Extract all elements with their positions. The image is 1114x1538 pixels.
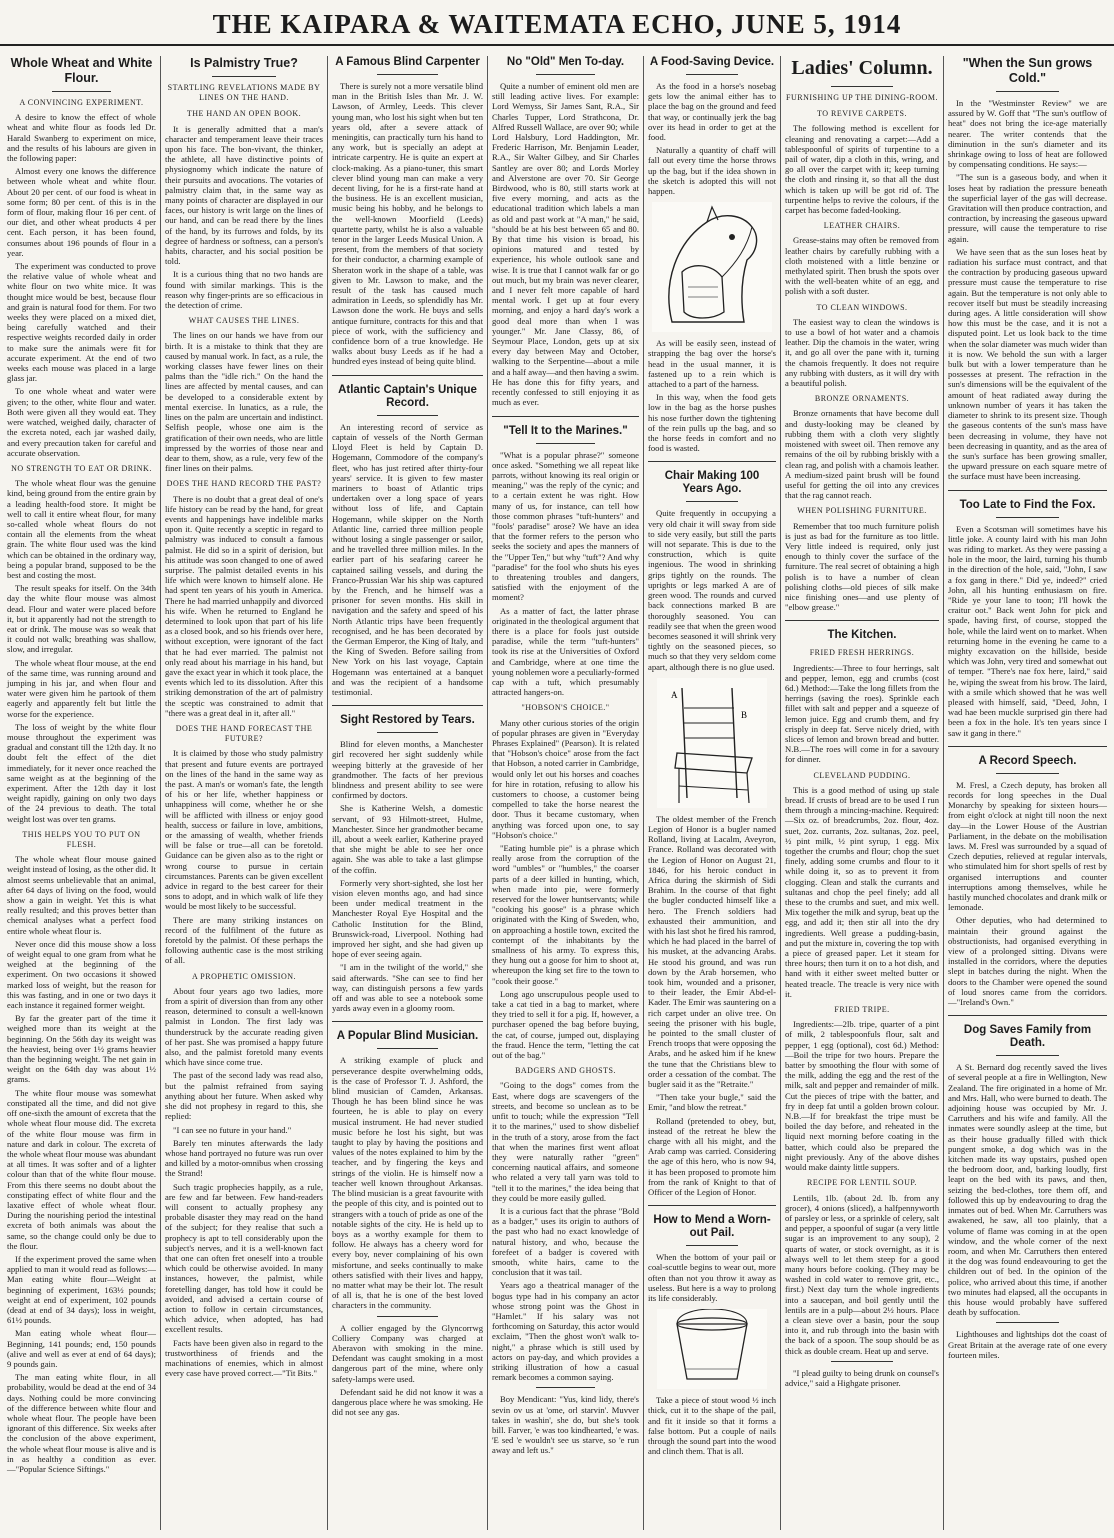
paragraph: By far the greater part of the time it weighed more than its weight at the beginning. On the 56th day its weight was the heaviest, being over 1½ grams heavier than the beginning weight. The net gain in weight on the 64th day was about 1½ grams.: [7, 1013, 156, 1085]
separator: [377, 1316, 437, 1317]
subheading: "HOBSON'S CHOICE.": [521, 703, 610, 713]
separator: [996, 517, 1060, 518]
subheading: A CONVINCING EXPERIMENT.: [19, 98, 144, 107]
paragraph: Many other curious stories of the origin of popular phrases are given in "Everyday Phrases Explained" (Pearson). It is related that "Hobson's choice" arose from the fact that Hobson, a noted carrier in Cambridge, would only let out his horses and coaches for hire in rotation, refusing to allow his customers to choose, a customer being compelled to take the horse nearest the door. Thus it became customary, when anything was forced upon one, to say "Hobson's choice.": [492, 717, 640, 840]
divider: [948, 746, 1107, 747]
paragraph: As the food in a horse's nosebag gets low the animal either has to place the bag on the ground and feed that way, or continually jerk the bag over its head in order to get at the food.: [648, 81, 776, 143]
article-title: "When the Sun grows Cold.": [962, 56, 1093, 85]
column-rule: [487, 56, 488, 1530]
paragraph: "Going to the dogs" comes from the East, where dogs are scavengers of the streets, and become so unclean as to be unfit to touch; while the expression "Tell it to the marines," used to show disbelief in the truth of a story, arose from the fact that when the marines first went afloat they were naturally rather "green" concerning nautical affairs, and someone who related a very tall yarn was told to "tell it to the marines," the idea being that they could be more easily gulled.: [492, 1080, 639, 1203]
paragraph: Never once did this mouse show a loss of weight equal to one gram from what he weighed at the beginning of the experiment. On two occasions it showed marked loss of weight, but the reason for this was fasting, and in one or two days it each instance it regained former weight.: [7, 938, 156, 1011]
paragraph: In this way, when the food gets low in the bag as the horse pushes his nose further down the tightening of the rein pulls up the bag, and so the horse feeds in comfort and no food is wasted.: [648, 392, 776, 454]
divider: [332, 375, 483, 376]
article-title: Chair Making 100 Years Ago.: [664, 470, 760, 496]
article-title: A Record Speech.: [978, 754, 1077, 767]
paragraph: A St. Bernard dog recently saved the lives of several people at a fire in Wellington, New Zealand. The fire originated in a home of Mr. and Mrs. Hall, who were burned to death. The adjoining house was occupied by Mr. J. Carruthers and his wife and family. All the inmates were soundly asleep at the time, but as their house gradually filled with thick pungent smoke, a dog which was in the kitchen made its way upstairs, pushed open the bedroom door, and, barking loudly, first leapt on the bed with its paws, and then, seizing the bed-clothes, tore them off, and followed this up by endeavouring to drag the inmates out of bed. When Mr. Carruthers was awakened, he saw, all too plainly, that a volume of flame was coming in at the open window, and the whole corner of the next room, and when Mr. Carruthers then entered it the dog was found endeavouring to get the children out of bed. In the opinion of the police, who arrived about this time, if another two minutes had elapsed, all the occupants in this house would probably have suffered death by suffocation.: [948, 1062, 1107, 1318]
paragraph: Boy Mendicant: "Yus, kind lidy, there's sevin ov us at 'ome, orl starvin'. Muvver takes in washin', she do, but she's took bill. Farver, 'e was too kindhearted, 'e was. 'E sed 'e wouldn't see us starve, so 'e run away and left us.": [492, 1394, 639, 1456]
paragraph: It is claimed by those who study palmistry that present and future events are portrayed on the lines of the hand in the same way as the past. A man's or woman's fate, the length of his or her life, whether happiness or unhappiness will come, whether he or she will be afflicted with illness or enjoy good health, success or failure in love, ambitions, or the amassing of wealth, whether friends will be false or true—all can be foretold. Guidance can be given also as to the right or wrong course to pursue in certain circumstances. Parents can be given excellent advice in regard to the best career for their sons to adopt, and in which walk of life they would be most likely to be successful.: [165, 748, 323, 912]
paragraph: Naturally a quantity of chaff will fall out every time the horse throws up the bag, but if the idea shown in the sketch is adopted this will not happen.: [648, 145, 776, 197]
paragraph: "Then take your bugle," said the Emir, "and blow the retreat.": [648, 1092, 776, 1113]
divider: [648, 461, 776, 462]
article-title: Atlantic Captain's Unique Record.: [338, 383, 477, 409]
subheading: FRIED TRIPE.: [834, 1005, 890, 1015]
divider: [648, 1205, 776, 1206]
paragraph: Defendant said he did not know it was a dangerous place where he was smoking. He did not see any gas.: [332, 1386, 483, 1418]
paragraph: The oldest member of the French Legion of Honor is a bugler named Rolland, living at Lacalm, Aveyron, France. Rolland was decorated with the Legion of Honor on August 21, 1846, for his heroic conduct in Africa during the skirmish of Sidi Brahim. In the course of that fight the bugler conducted himself like a hero. The French soldiers had exhausted their ammunition, and with his last shot he fired his ramrod, which he had placed in the barrel of his musket, at the advancing Arabs. He stood his ground, and was run down by the Arab horsemen, who took him, wounded and a prisoner, to their leader, the Emir Abd-el-Kader. The Emir was sauntering on a rich carpet under an olive tree. On seeing the prisoner with his bugle, he pointed to the small cluster of French troops that were opposing the Arabs, and he asked him if he knew the tune that the Christians blew to order a cessation of the combat. The bugler said it as the "Retraite.": [648, 813, 776, 1089]
subheading: BRONZE ORNAMENTS.: [814, 394, 910, 404]
paragraph: There is surely not a more versatile blind man in the British Isles than Mr. J. W. Lawson, of Armley, Leeds. This clever young man, who lost his sight when but ten years old, after a severe attack of meningitis, can practically turn his hand to any work, but is specially an adept at intricate carpentry. He is quite an expert at clock-making. As a piano-tuner, this smart clever blind young man can make a very decent living, for he is a first-rate hand at the business. He is an excellent musician, music being his hobby, and he belongs to the well-known Moorfield (Leeds) quartette party, whilst he is also a valuable tenor in the larger Leeds Musical Union. A present, from the members of that society for their conductor, a charming example of Sheraton work in the shape of a table, was given to Mr. Lawson to make, and the result of the task has caused much admiration in Leeds, so splendidly has Mr. Lawson done the work. He buys and sells antique furniture, contracts for this and that piece of work, with the sufficiency and confidence born of a true knowledge. He walks about busy Leeds as if he had a hundred eyes instead of being quite blind.: [332, 81, 483, 367]
masthead: THE KAIPARA & WAITEMATA ECHO, JUNE 5, 1914: [0, 4, 1114, 46]
subheading: FRIED FRESH HERRINGS.: [809, 648, 915, 658]
column-rule: [160, 56, 161, 1530]
column-5: [645, 56, 779, 1530]
paragraph: Long ago unscrupulous people used to take a cat tied in a bag to market, where they tried to sell it for a pig. If, however, a purchaser opened the bag before buying, the cat, of course, jumped out, displaying the fraud. Hence the term, "letting the cat out of the bag.": [492, 988, 639, 1061]
paragraph: A desire to know the effect of whole wheat and white flour as foods led Dr. Harald Swanberg to experiment on mice, and the results of his labours are given in the following paper:: [7, 112, 156, 164]
paragraph: "The sun is a gaseous body, and when it loses heat by radiation the pressure beneath the superficial layer of the gas will decrease. Gravitation will then produce contraction, and contraction, by increasing the gaseous upward pressure, will cause the temperature to rise again.: [948, 172, 1107, 244]
divider: [948, 490, 1107, 491]
subheading: WHEN POLISHING FURNITURE.: [797, 506, 927, 516]
separator: [686, 1245, 737, 1246]
paragraph: The whole wheat flour mouse, at the end of the same time, was running around and jumping in his jar, and when flour and water were given him he partook of them eagerly and apparently felt but little the worse for the experience.: [7, 657, 156, 719]
separator: [536, 443, 595, 444]
paragraph: "What is a popular phrase?" someone once asked. "Something we all repeat like parrots, without knowing its real origin or meaning," was the reply of the cynic; and to a certain extent he was right. How many of us, for instance, can tell how those common phrases "tuft-hunters" and "fools' paradise" arose? We have an idea that the former refers to the person who seeks the society and apes the manners of the "Upper Ten," but why "tuft"? And why "paradise" for the fool who shuts his eyes to threatening troubles and dangers, satisfied with the enjoyment of the moment?: [492, 449, 639, 603]
paragraph: A striking example of pluck and perseverance despite overwhelming odds, is the case of Professor T. J. Ashford, the blind musician of Camden, Arkansas. Though he has been blind since he was fourteen, he is able to play on every musical instrument. He had never studied music before he lost his sight, but was taught to play by having the positions and values of the notes explained to him by the teacher, and by fingering the keys and strings of the violin. He is himself now a teacher well known throughout Arkansas. The blind musician is a great favourite with the people of this city, and is pointed out to strangers with a touch of pride as one of the notable sights of the city. He is held up to boys as a worthy example for them to follow. He always has a cheery word for every boy, never complaining of his own misfortune, and seeks continually to make others satisfied with their lives and happy, no matter what may be their lot. The result of all is, that he is one of the best loved characters in the community.: [332, 1055, 483, 1311]
paragraph: In the "Westminster Review" we are assured by W. Goff that "The sun's outflow of heat" does not bring the ice-age materially nearer. The writer contends that the diminution in the sun's diameter and its shrinkage owing to loss of heat are followed by compensating conditions. He says:—: [948, 98, 1107, 170]
paragraph: The whole wheat flour was the genuine kind, being ground from the entire grain by a leading health-food store. It might be well to call it entire wheat flour, for many so-called whole wheat flours do not contain all the elements from the wheat grain. The white flour used was the kind which can be obtained in the ordinary way, being a popular brand, supposed to be the best and costing the most.: [7, 478, 156, 580]
paragraph: The result speaks for itself. On the 34th day the white flour mouse was almost dead. Flour and water were placed before it, but it apparently had not the strength to eat or drink. The mouse was so weak that it could not walk; breathing was shallow, slow, and irregular.: [7, 583, 156, 655]
separator: [377, 415, 437, 416]
chair-illustration: [657, 678, 767, 808]
subheading: WHAT CAUSES THE LINES.: [188, 316, 300, 326]
subheading: RECIPE FOR LENTIL SOUP.: [807, 1178, 917, 1188]
column-4: [489, 56, 642, 1530]
paragraph: The white flour mouse was somewhat constipated all the time, and did not give off one-sixth the amount of excreta that the whole wheat flour mouse did. The excreta of the white flour mouse was firm in nature and dark in colour. The excreta of the whole wheat flour mouse was abundant at all times. It was softer and of a lighter colour than that of the white flour mouse. From this there seems no doubt about the constipating effect of white flour and the laxative effect of whole wheat flour. During the nourishing period the intestinal excreta of both animals was about the same, so the change could only be due to the flour.: [7, 1087, 156, 1251]
svg-text:B: B: [741, 709, 748, 720]
paragraph: Quite frequently in occupying a very old chair it will sway from side to side very easily, but still the parts will not separate. This is due to the construction, which is quite ingenious. The wood in shrinking grips tightly on the rounds. The uprights or legs marked A are of green wood. The rounds and curved back connections marked B are thoroughly seasoned. You can readily see that when the green wood becomes seasoned it will shrink very tightly on the seasoned pieces, so much so that they very seldom come apart, although there is no glue used.: [648, 508, 776, 672]
column-3: [329, 56, 486, 1530]
column-rule: [780, 56, 781, 1530]
paragraph: Blind for eleven months, a Manchester girl recovered her sight suddenly while weeping bitterly at the graveside of her grandmother. The facts of her previous blindness and present ability to see were confirmed by doctors.: [332, 739, 483, 801]
article-title: Dog Saves Family from Death.: [963, 1024, 1092, 1050]
paragraph: It is a curious thing that no two hands are found with similar markings. This is the reason why finger-prints are so efficacious in the detection of crime.: [165, 269, 323, 311]
paragraph: This is a good method of using up stale bread. If crusts of bread are to be used I run them through a mincing-machine. Required:—Six oz. of breadcrumbs, 2oz. flour, 4oz. suet, 2oz. currants, 2oz. sultanas, 2oz. peel, ½ pint milk, ½ pint syrup, 1 egg. Mix together the crumbs and flour; chop the suet finely, adding some crumbs and flour to it while doing it, so as to prevent it from clogging. Clean and stalk the currants and sultanas and chop the peel finely; add all these to the crumbs and suet, and mix well. Mix together the milk and syrup, beat up the egg, and add it; then stir all into the dry ingredients. Well grease a pudding-basin, and put the mixture in, covering the top with a piece of greased paper. Let it steam for three hours; then turn it on to a hot dish, and hand with it either sweet melted butter or heated treacle. The treacle is very nice with it.: [785, 784, 939, 999]
paragraph: Quite a number of eminent old men are still leading active lives. For example: Lord Wemyss, Sir James Sant, R.A., Sir Charles Tupper, Lord Strathcona, Dr. Alfred Russell Wallace, are over 90; while Lord Halsbury, Lord Haddington, Mr. Frederic Harrison, Mr. Benjamin Leader, R.A., Sir Walter Gilbey, and Sir Charles Santley are over 80; and Lords Morley and Alverstone are over 70. Sir George Birdwood, who is 80, still starts work at five every morning, and acts as the educational tradition which labels a man as old and past work at "A man," he said, "should be at his best between 65 and 80. By that time his vision is broad, his opinions matured and tested by experience, his whole outlook sane and wise. It is true that I cannot walk far or go out much, but my brain was never clearer, and I never felt more capable of hard mental work. I get up at four every morning, and enjoy a hard day's work a good deal more than when I was younger." Mr. Jane Classy, 86, of Seymour Place, London, gets up at six every day between May and October, walking to the Serpentine—about a mile and a half away—and then having a swim. He has done this for fifty years, and recently confessed to still enjoying it as much as ever.: [492, 81, 639, 408]
paragraph: The lines on our hands we have from our birth. It is a mistake to think that they are caused by manual work. In fact, as a rule, the working classes have fewer lines on their palms than the "idle rich." On the hand the lines are affected by mental causes, and can be developed to a considerable extent by mental exercise. In lunatics, as a rule, the lines on the palm are uncertain and indistinct. Selfish people, whose one aim is the gratification of their own needs, who are little impressed by the worries of those near and dear to them, show, as a rule, very few of the finer lines on their palms.: [165, 330, 323, 474]
paragraph: Other deputies, who had determined to maintain their ground against the obstructionists, had organised everything in view of a prolonged sitting. Divans were installed in the corridors, where the deputies slept in batches during the night. When the doors to the Chamber were opened the sound of loud snores came from the corridors.—"Ireland's Own.": [948, 915, 1107, 1008]
article-title: No "Old" Men To-day.: [506, 56, 625, 68]
paragraph: Bronze ornaments that have become dull and dusty-looking may be cleaned by rubbing them with a cloth very slightly moistened with sweet oil. Then remove any remains of the oil by rubbing briskly with a clean rag, and polish with a chamois leather. A medium-sized paint brush will be found useful for getting the oil into any crevices that the rag cannot reach.: [785, 408, 939, 501]
paragraph: Ingredients:—Three to four herrings, salt and pepper, lemon, egg and crumbs (cost 6d.) Method:—Take the long fillets from the herrings (saving the roes). Sprinkle each fillet with salt and pepper and a squeeze of lemon juice. Egg and crumb them, and fry crisply in deep fat. Serve nicely dried, with slices of lemon and brown bread and butter. N.B.—The roes will come in for a savoury for dinner.: [785, 662, 939, 765]
separator: [686, 501, 737, 502]
paragraph: Years ago a theatrical manager of the bogus type had in his company an actor whose strong point was the Ghost in "Hamlet." If his salary was not forthcoming on Saturday, this actor would exclaim, "Then the ghost won't walk to-night," a phrase which is still used by actors on pay-day, and which provides a striking illustration of how a casual remark becomes a common saying.: [492, 1280, 639, 1383]
column-1: [4, 56, 159, 1530]
column-rule: [643, 56, 644, 1530]
paragraph: Such tragic prophecies happily, as a rule, are few and far between. Few hand-readers will consent to actually prophesy any probable disaster they may read on the hand of the subject; for they realise that such a prophecy is apt to tell considerably upon the subject's nerves, and it is a well-known fact that one can often fret oneself into a trouble which could be otherwise avoided. In many instances, however, the palmist, while foretelling danger, has told how it could be avoided, and advised a certain course of action to follow in certain circumstances, which advice, when adopted, has had excellent results.: [165, 1181, 323, 1335]
pail-illustration: [657, 1309, 767, 1389]
subheading: A PROPHETIC OMISSION.: [191, 971, 297, 981]
paragraph: Remember that too much furniture polish is just as bad for the furniture as too little. Very little indeed is required, only just enough to thinly cover the surface of the furniture. The real secret of obtaining a high polish is to have a number of clean polishing cloths—old pieces of silk make nice finishing ones—and use plenty of "elbow grease.": [785, 520, 939, 613]
divider: [332, 1021, 483, 1022]
paragraph: Ingredients:—2lb. tripe, quarter of a pint of milk, 2 tablespoonfuls flour, salt and pepper, 1 egg (optional), cost 6d.) Method:—Boil the tripe for two hours. Prepare the batter by smoothing the flour with some of the milk, adding the egg and the rest of the milk, salt and pepper and remainder of milk. Cut the pieces of tripe with the batter, and fry in deep fat until a golden brown colour. N.B.—If for breakfast the tripe must be boiled the day before, and reheated in the liquid next morning before coating in the batter, which could also be prepared the night previously. Any of the above dishes would make dainty little suppers.: [785, 1019, 939, 1173]
separator: [536, 1387, 595, 1388]
paragraph: It is a curious fact that the phrase "Bold as a badger," uses its origin to authors of the past who had no exact knowledge of natural history, and who, because the forefeet of a badger is covered with smooth, white hairs, came to the conclusion that it was tail.: [492, 1205, 639, 1278]
article-title: "Tell It to the Marines.": [503, 424, 628, 437]
subheading: FURNISHING UP THE DINING-ROOM.: [786, 93, 938, 102]
separator: [831, 1361, 893, 1362]
separator: [377, 74, 437, 75]
subheading: NO STRENGTH TO EAT OR DRINK.: [11, 463, 152, 473]
paragraph: She is Katherine Welsh, a domestic servant, of 93 Hilmott-street, Hulme, Manchester. Since her grandmother became ill, about a week earlier, Katherine prayed that she might be able to see her once again. She was able to take a last glimpse of the coffin.: [332, 803, 483, 875]
paragraph: Grease-stains may often be removed from leather chairs by carefully rubbing with a cloth moistened with a little benzine or methylated spirit. Then brush the spots over with the well-beaten white of an egg, and polish with a soft duster.: [785, 235, 939, 297]
separator: [996, 91, 1060, 92]
paragraph: "I can see no future in your hand.": [173, 1124, 292, 1135]
divider: [948, 1015, 1107, 1016]
paragraph: Rolland (pretended to obey, but, instead of the retreat he blew the charge with all his might, and the Arab camp was carried. Considering the age of this hero, who is now 94, it has been proposed to promote him from the rank of Knight to that of Officer of the Legion of Honor.: [648, 1115, 776, 1198]
separator: [686, 74, 737, 75]
paragraph: The easiest way to clean the windows is to use a bowl of hot water and a chamois leather. Dip the chamois in the water, wring it, and go all over the pane with it, turning the chamois frequently. It does not require any rubbing with dusters, as it will dry with a beautiful polish.: [785, 316, 939, 389]
divider: [332, 705, 483, 706]
paragraph: If the experiment proved the same when applied to man it would read as follows:—Man eating white flour—Weight at beginning of experiment, 163½ pounds; weight at end of experiment, 102 pounds (dead at end of 34 days); loss in weight, 61½ pounds.: [7, 1253, 156, 1326]
paragraph: M. Fresl, a Czech deputy, has broken all records for long speeches in the Dual Monarchy by speaking for sixteen hours—from eight o'clock at night till noon the next day—in the Lower House of the Austrian Parliament, in the debate on the mobilisation laws. M. Fresl was surrounded by a squad of Czech deputies, relieved at regular intervals, who stimulated him for short spells of rest by organised interruptions and counter interruptions among themselves, while he hastily munched chocolates and drank milk or lemonade.: [948, 779, 1107, 913]
paragraph: The man eating white flour, in all probability, would be dead at the end of 34 days. Nothing could be more convincing of the difference between white flour and whole wheat flour. The people have been ignorant of this difference. Six weeks after the conclusion of the above experiment, the whole wheat flour mouse is alive and is in as healthy a condition as ever.—"Popular Science Siftings.": [7, 1372, 156, 1474]
paragraph: "I am in the twilight of the world," she said afterwards. "She can see to find her way, can distinguish persons a few yards off and was able to see a notebook some yards away even in a gloomy room.: [332, 962, 483, 1014]
horse-nosebag-illustration: [652, 202, 772, 332]
article-title: How to Mend a Worn-out Pail.: [653, 1214, 771, 1240]
article-title: Is Palmistry True?: [190, 56, 298, 70]
separator: [536, 74, 595, 75]
article-title: A Food-Saving Device.: [649, 56, 775, 68]
subheading: DOES THE HAND RECORD THE PAST?: [166, 479, 322, 489]
separator: [996, 773, 1060, 774]
separator: [831, 86, 893, 87]
separator: [52, 91, 112, 92]
subheading: THE HAND AN OPEN BOOK.: [186, 109, 302, 119]
paragraph: Take a piece of stout wood ½ inch thick, cut it to the shape of the pail, and fit it inside so that it forms a false bottom. Put a couple of nails through the sound part into the wood and clinch them. That is all.: [648, 1395, 776, 1457]
paragraph: Lentils, 1lb. (about 2d. lb. from any grocer), 4 onions (sliced), a halfpennyworth of parsley or less, or a sprinkle of celery, salt and pepper, a spoonful of sugar (a very little sugar is an improvement to any soup), 2 quarts of water, or stock overnight, as it is always well to let them steep for a good many hours before cooking. (They may be washed in cold water to remove grit, etc., first.) Next day turn the whole ingredients into a saucepan, and boil gently until the lentils are in a pulp—about 2½ hours. Place a clean sieve over a basin, pour the soup into it, and rub through into the basin with the back of a spoon. The soup should be as thick as double cream. Heat up and serve.: [785, 1192, 939, 1356]
separator: [996, 1055, 1060, 1056]
article-title: Sight Restored by Tears.: [340, 714, 475, 727]
paragraph: Barely ten minutes afterwards the lady whose hand portrayed no future was run over and killed by a motor-omnibus when crossing the Strand!: [165, 1137, 323, 1179]
paragraph: There is no doubt that a great deal of one's life history can be read by the hand, for great events and happenings have indelible marks upon it. Quite recently a sceptic in regard to palmistry was induced to consult a famous palmist. He did so in a spirit of derision, but his attitude was soon changed to one of awed surprise. The palmist detailed events in his life which were known to himself alone. He had spent ten years of his youth in America. There he had married unhappily and divorced his wife. When he returned to England he determined to look upon that part of his life as a closed book, and so his friends over here, without exception, were ignorant of the fact that he had ever married. The palmist not only read about his marriage in his hand, but gave the exact year in which it took place, the events which led to its dissolution. After this striking demonstration of the art of palmistry the sceptic was constrained to admit that "there was a great deal in it, after all.": [165, 493, 323, 718]
paragraph: We have seen that as the sun loses heat by radiation his surface must contract, and that the contraction by producing gaseous upward pressure must cause the temperature to rise again. But the temperature is not only able to recover itself but must be steadily increasing during ages. A little consideration will show how this must be the case, and it is not a disputed point. Let us look back to the time when the solar diameter was much wider than it is now. We behold the sun with a larger bulk but with a lower temperature than he possesses at present. The refraction in the sun's dimensions will be the equivalent of the amount of heat radiated away during the unknown number of years it has taken the diameter to shrink to its present size. Though the gaseous contents of the sun's mass have been decreasing in volume, they have not been decreasing in quantity, and as the area of the sun's surface has been growing smaller, the upward pressure on each square metre of the surface must have been increasing.: [948, 246, 1107, 482]
separator: [212, 76, 275, 77]
paragraph: As a matter of fact, the latter phrase originated in the theological argument that there is a place for fools just outside paradise, while the term "tuft-hunters" took its rise at the Universities of Oxford and Cambridge, where at one time the young noblemen wore a peculiarly-formed cap with a tuft, which presumably attracted hangers-on.: [492, 605, 639, 698]
article-title: Too Late to Find the Fox.: [959, 498, 1096, 511]
paragraph: As will be easily seen, instead of strapping the bag over the horse's head in the usual manner, it is fastened up to a rein which is attached to a part of the harness.: [648, 338, 776, 390]
column-7: [945, 56, 1110, 1530]
paragraph: About four years ago two ladies, more from a spirit of diversion than from any other reason, determined to consult a well-known palmist in London. The first lady was thunderstruck by the accurate reading given of her past. She was promised a happy future also, and the palmist foretold many events which have since come true.: [165, 985, 323, 1068]
divider: [492, 416, 639, 417]
article-title: A Famous Blind Carpenter: [335, 56, 480, 68]
paragraph: Formerly very short-sighted, she lost her vision eleven months ago, and had since been under medical treatment in the Manchester Royal Eye Hospital and the Catholic Institution for the Blind, Brunswick-road, Liverpool. Nothing had improved her sight, and she had given up hope of ever seeing again.: [332, 877, 483, 960]
column-rule: [327, 56, 328, 1530]
column-rule: [943, 56, 944, 1530]
article-title: A Popular Blind Musician.: [336, 1030, 479, 1043]
paragraph: It is generally admitted that a man's character and temperament leave their traces upon his face. The bon-vivant, the thinker, the athlete, all have distinctive points of physiognomy which indicate the nature of their pursuits and avocations. The votaries of palmistry claim that, in the same way as many points of character are displayed in our faces, our history is writ large on the lines of our hand, and can be read there by the lines of the hand, by its furrows and folds, by its degree of hardness or softness, can a person's habits, character, and his social position be told.: [165, 123, 323, 267]
paragraph: Lighthouses and lightships dot the coast of Great Britain at the average rate of one every fourteen miles.: [948, 1329, 1107, 1360]
subheading: STARTLING REVELATIONS MADE BY LINES ON THE HAND.: [167, 83, 321, 103]
paragraph: The following method is excellent for cleaning and renovating a carpet:—Add a tablespoonful of spirits of turpentine to a pail of water, dip a cloth in this, wring, and go all over the carpet with it; keep turning the cloth and rinsing it, so that all the dust which is taken up will be got rid of. The turpentine helps to revive the colours, if the carpet has become faded-looking.: [785, 123, 939, 216]
paragraph: An interesting record of service as captain of vessels of the North German Lloyd Fleet is held by Captain D. Hogemann, Commodore of the company's fleet, who has just retired after thirty-four years' service. It is given to few master mariners to boast of Atlantic trips undertaken over a long space of years without loss of life, and Captain Hogemann, while skipper on the North Atlantic line, carried three million people without losing a single passenger or sailor, and he travelled three million miles. In the earlier part of his seafaring career he captained sailing vessels, and during the Franco-Prussian War his ship was captured by the French, and he himself was a prisoner for seven months. His skill in navigation and the safety and speed of his North Atlantic trips have been frequently recognised, and he has been decorated by the German Emperor, the King of Italy, and the King of Sweden. Before sailing from New York on his last voyage, Captain Hogemann was entertained at a banquet and was the recipient of a handsome testimonial.: [332, 421, 483, 697]
divider: [785, 620, 939, 621]
paragraph: A collier engaged by the Glyncorrwg Colliery Company was charged at Aberavon with smoking in the mine. Defendant was caught smoking in a most dangerous part of the mine, where only safety-lamps were used.: [332, 1322, 483, 1384]
paragraph: There are many striking instances on record of the fulfilment of the future as foretold by the palmist. Of these perhaps the following authentic case is the most striking of all.: [165, 914, 323, 966]
subheading: CLEVELAND PUDDING.: [813, 770, 911, 780]
paragraph: The whole wheat flour mouse gained weight instead of losing, as the other did. It almost seems unbelievable that an animal, after 64 days of living on the food, would show a gain in weight. Yet this is what really resulted; and this proves better than chemical analyses what a perfect food entire whole wheat flour is.: [7, 854, 156, 936]
paragraph: Even a Scotsman will sometimes have his little joke. A county laird with his man John was riding to market. As they were passing a hole in the moor, the laird, turning his thumb in the direction of the hole, said, "John, I saw a fox gang in there." Did ye, indeed?" cried John, all his hunting enthusiasm on fire. "Ride ye your lane to toon; I'll howk the craitur oot." Back went John for pick and spade, having first, of course, stopped the hole, while the laird went on to market. When returning home in the evening he came to a mighty excavation on the hillside, beside which was John, very tired and somewhat out of temper. "There's nae fox here, laird," said he, wiping the sweat from his brow. The laird, with a smile which showed that he was well pleased with himself, said, "Deed, John, I wad hae been muckle surprised gin there had been a fox in the hole. It's ten years since I saw it gang in there.": [948, 523, 1107, 738]
paragraph: The past of the second lady was read also, but the palmist refrained from saying anything about her future. When asked why she did not prophesy in regard to this, she replied:: [165, 1070, 323, 1122]
separator: [377, 732, 437, 733]
separator: [996, 1322, 1060, 1323]
subheading: THIS HELPS YOU TO PUT ON FLESH.: [22, 829, 141, 850]
column-6: [782, 56, 942, 1530]
svg-text:A: A: [671, 689, 678, 700]
paragraph: To one whole wheat and water were given; to the other, white flour and water. Both were given all they would eat. They were watched, weighed daily, character of the excreta noted, each jar washed daily, and every precaution taken for careful and accurate observation.: [7, 386, 156, 458]
paragraph: Facts have been given also in regard to the trustworthiness of friends and the machinations of enemies, which in almost every case have proved correct.—"Tit Bits.": [165, 1337, 323, 1379]
subheading: TO CLEAN WINDOWS.: [816, 302, 908, 312]
article-title: The Kitchen.: [827, 629, 897, 642]
column-title: Ladies' Column.: [791, 57, 933, 79]
paragraph: The experiment was conducted to prove the relative value of whole wheat and white flour on two white mice. It was thought mice would be best, because flour and grain is natural food for them. For two weeks they were placed on a mixed diet, being carefully watched and their respective weights recorded daily in order to make sure the animals were fit for accurate experiment. At the end of two weeks each mouse was placed in a large glass jar.: [7, 261, 156, 384]
subheading: TO REVIVE CARPETS.: [817, 109, 907, 119]
paragraph: When the bottom of your pail or coal-scuttle begins to wear out, more often than not you throw it away as useless. But here is a way to prolong its life considerably.: [648, 1252, 776, 1304]
paragraph: The loss of weight by the white flour mouse throughout the experiment was gradual and constant till the 12th day. It no doubt felt the effect of the diet immediately, for it never once reached the same weight as at the beginning of the experiment. After the 12th day it lost weight rapidly, gaining on only two days of the 24 previous to death. The total weight lost was over ten grams.: [7, 721, 156, 824]
paragraph: Almost every one knows the difference between whole wheat and white flour. About 20 per cent. of our food is wheat in some form; 80 per cent. of this is in the form of flour, making flour 16 per cent. of our diet, and other wheat products 4 per cent. Each person, it has been found, consumes about 196 pounds of flour in a year.: [7, 166, 156, 258]
paragraph: "I plead guilty to being drunk on counsel's advice," said a Highgate prisoner.: [785, 1367, 939, 1388]
separator: [377, 1048, 437, 1049]
paragraph: Man eating whole wheat flour—Beginning, 141 pounds; end, 150 pounds (alive and well as ever at end of 64 days); 9 pounds gain.: [7, 1328, 156, 1369]
paragraph: "Eating humble pie" is a phrase which really arose from the corruption of the word "umbles" or "humbles," the coarser parts of a deer killed in hunting, which, when made into pie, were formerly reserved for the lower huntservants; while "cooking his goose" is a phrase which originated with the King of Sweden, who, on approaching a hostile town, excited the contempt of the inhabitants by the smallness of his army. To express this, they hung out a goose for him to shoot at, whereupon the king set fire to the town to "cook their goose.": [492, 843, 639, 986]
article-title: Whole Wheat and White Flour.: [10, 56, 153, 85]
column-2: [162, 56, 326, 1530]
subheading: DOES THE HAND FORECAST THE FUTURE?: [175, 723, 313, 744]
subheading: BADGERS AND GHOSTS.: [515, 1066, 616, 1076]
subheading: LEATHER CHAIRS.: [823, 221, 901, 231]
